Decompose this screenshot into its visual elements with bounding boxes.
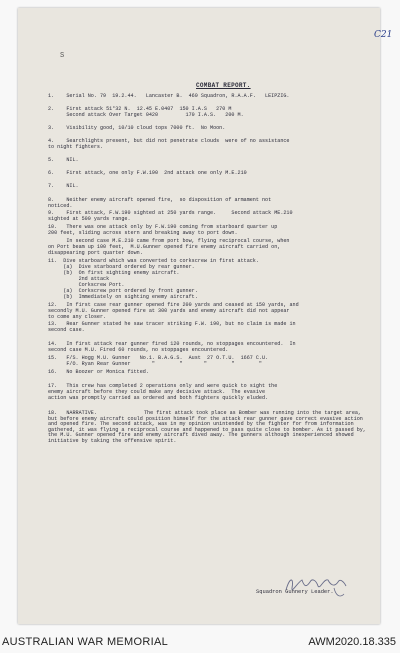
item-3-visibility: 3. Visibility good, 10/10 cloud tops 7000 ft. No Moon. — [48, 125, 226, 131]
item-11-evasion-b: (b) On first sighting enemy aircraft. — [48, 270, 180, 276]
item-17-crew-line-2: enemy aircraft before they could make any decisive attack. The evasive — [48, 389, 266, 395]
item-10-attack-line-1: 10. There was one attack only by F.W.190 coming from starboard quarter up — [48, 224, 278, 230]
item-8-armament-cont: noticed. — [48, 203, 73, 209]
item-7: 7. NIL. — [48, 183, 79, 189]
item-10-attack-line-5: disappearing port quarter down. — [48, 250, 143, 256]
item-15-gunner-1: 15. F/S. Hogg M.U. Gunner No.1. B.A.G.S. Aust 27 O.T.U. 1667 C.U. — [48, 355, 269, 361]
item-2-first-attack: 2. First attack 51°32 N. 12.45 E.0407 150 I.A.S 270 M — [48, 106, 232, 112]
item-4-searchlights-cont: to night fighters. — [48, 144, 104, 150]
archive-footer — [0, 632, 400, 653]
item-14-rounds-cont: second case M.U. Fired 60 rounds, no stoppages encountered. — [48, 347, 229, 353]
item-1-serial: 1. Serial No. 79 19.2.44. Lancaster B. 460 Squadron, R.A.A.F. LEIPZIG. — [48, 93, 290, 99]
item-10-attack-line-4: on Port beam up 100 feet, M.U.Gunner opened fire enemy aircraft carried on, — [48, 244, 281, 250]
item-12-fire-line-2: secondly M.U. Gunner opened fire at 300 yards and enemy aircraft did not appear — [48, 308, 290, 314]
item-4-searchlights: 4. Searchlights present, but did not penetrate clouds were of no assistance — [48, 138, 290, 144]
item-13-claim: 13. Rear Gunner stated he saw tracer striking F.W. 190, but no claim is made in — [48, 321, 296, 327]
item-18-narrative: The first attack took place as Bomber was running into the target area, but before enemy aircraft could position himself for the attack rear gunner gave correct evasive action and opened fire. The second attack, was in my opinion unintended by the fighter for from information gathered, it was flying a reciprocal course and happened to pass quite close to bomber. As it passed by, the M.U. Gunner opened fire and enemy aircraft dived away. The gunners although inexperienced showed initiative by taking the offensive spirit. — [48, 410, 366, 444]
item-2-second-attack: Second attack Over Target 0420 170 I.A.S. 200 M. — [48, 112, 244, 118]
item-16-equipment: 16. No Boozer or Monica fitted. — [48, 369, 149, 375]
item-17-crew-line-1: 17. This crew has completed 2 operations only and were quick to sight the — [48, 383, 278, 389]
item-13-claim-cont: second case. — [48, 327, 85, 333]
item-11-evasion-a: (a) Dive starboard ordered by rear gunner. — [48, 264, 195, 270]
item-12-fire-line-3: to come any closer. — [48, 314, 107, 320]
item-10-attack-line-2: 200 feet, sliding across stern and breaking away to port down. — [48, 230, 238, 236]
item-18-label: 18. NARRATIVE. — [48, 410, 97, 416]
file-mark: S — [60, 52, 65, 60]
signature-title: Squadron Gunnery Leader. — [256, 589, 334, 595]
item-15-gunner-2: F/O. Ryan Rear Gunner " " " " " — [48, 361, 262, 367]
item-8-armament: 8. Neither enemy aircraft opened fire, so disposition of armament not — [48, 197, 272, 203]
handwritten-signature — [280, 568, 360, 604]
archive-name: AUSTRALIAN WAR MEMORIAL — [2, 636, 169, 648]
typed-report-sheet — [18, 8, 393, 624]
item-11-second-attack: 2nd attack — [48, 276, 110, 282]
item-10-attack-line-3: In second case M.E.210 came from port bow, flying reciprocal course, when — [48, 238, 290, 244]
item-5: 5. NIL. — [48, 157, 79, 163]
item-12-fire-line-1: 12. In first case rear gunner opened fire 200 yards and ceased at 150 yards, and — [48, 302, 299, 308]
item-17-crew-line-3: action was promptly carried as ordered and both fighters quickly eluded. — [48, 395, 269, 401]
item-9-sighting: 9. First attack, F.W.190 sighted at 250 yards range. Second attack ME.210 — [48, 210, 293, 216]
accession-number: AWM2020.18.335 — [308, 636, 396, 648]
item-11-evasion: 11. Dive starboard which was converted to corkscrew in first attack. — [48, 258, 259, 264]
item-11-corkscrew-b: (b) Immediately on sighting enemy aircraft. — [48, 294, 198, 300]
item-11-corkscrew-a: (a) Corkscrew port ordered by front gunner. — [48, 288, 198, 294]
item-9-sighting-cont: sighted at 500 yards range. — [48, 216, 131, 222]
report-title: COMBAT REPORT. — [196, 82, 251, 89]
item-6-enemy-aircraft: 6. First attack, one only F.W.190 2nd attack one only M.E.210 — [48, 170, 247, 176]
handwritten-reference: C21 — [374, 30, 393, 40]
item-11-corkscrew: Corkscrew Port. — [48, 282, 125, 288]
item-14-rounds: 14. In first attack rear gunner fired 120 rounds, no stoppages encountered. In — [48, 341, 296, 347]
